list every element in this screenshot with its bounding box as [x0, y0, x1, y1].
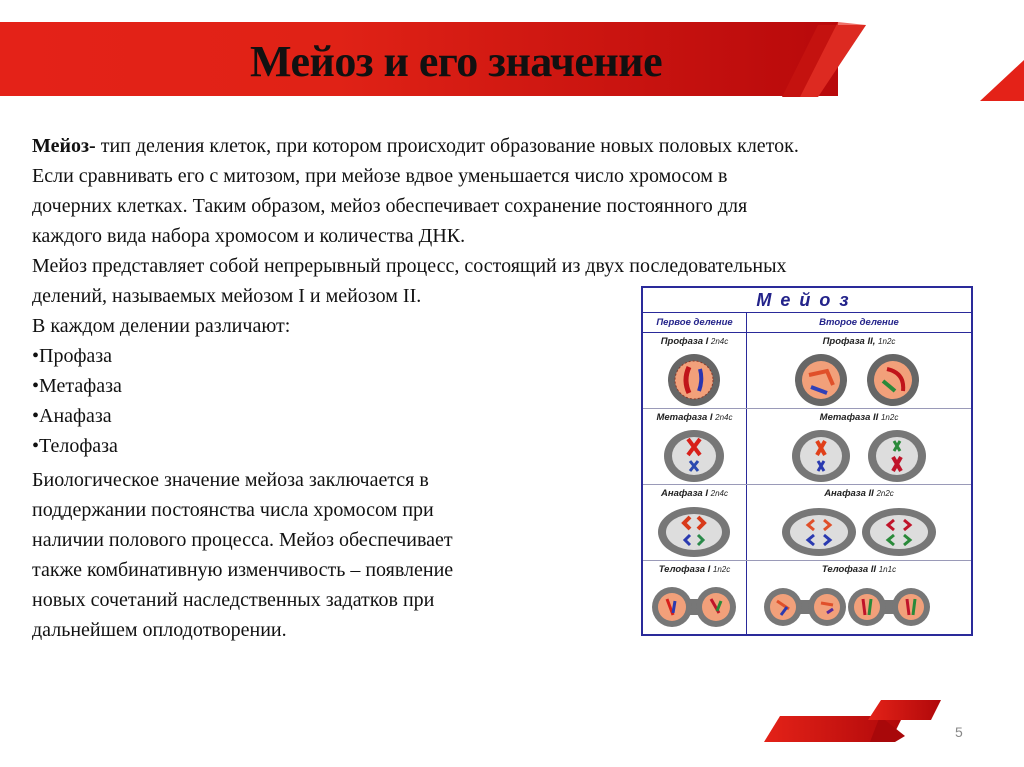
- diagram-header-row: [643, 313, 971, 333]
- significance-line: наличии полового процесса. Мейоз обеспечивает: [32, 529, 453, 551]
- definition-text: тип деления клеток, при котором происходит образование новых половых клеток.: [95, 135, 799, 157]
- significance-line: Биологическое значение мейоза заключается в: [32, 469, 429, 491]
- label-telophase-1: [643, 561, 746, 575]
- phase-formula: 2n4c: [710, 489, 728, 498]
- body-line-5: Мейоз представляет собой непрерывный процесс, состоящий из двух последовательных: [32, 255, 787, 277]
- cell-telophase-1: [643, 561, 747, 636]
- cell-anaphase-1: [643, 485, 747, 560]
- label-metaphase-1: [643, 409, 746, 423]
- phase-name: Телофаза II: [821, 564, 877, 575]
- cell-metaphase-1: [643, 409, 747, 484]
- metaphase-1-cell-illustration: [643, 427, 745, 483]
- footer-ribbon-decoration: [0, 700, 1024, 767]
- definition-line-1: [32, 133, 799, 160]
- label-telophase-2: [747, 561, 971, 575]
- telophase-2-cells-illustration: [747, 579, 971, 635]
- cell-prophase-2: [747, 333, 971, 408]
- diagram-row-metaphase: [643, 409, 971, 485]
- anaphase-1-cell-illustration: [643, 503, 745, 559]
- phase-item-prophase: •Профаза: [32, 345, 113, 367]
- phase-formula: 1n2c: [712, 565, 731, 574]
- phase-formula: 1n2c: [878, 337, 896, 346]
- slide-number: 5: [955, 724, 963, 740]
- phase-formula: 1n2c: [880, 413, 899, 422]
- cell-telophase-2: [747, 561, 971, 636]
- phase-name: Профаза I: [660, 336, 709, 347]
- diagram-title: Мейоз: [643, 288, 971, 313]
- significance-line: новых сочетаний наследственных задатков при: [32, 589, 435, 611]
- phase-item-telophase: •Телофаза: [32, 435, 118, 457]
- body-line-2: Если сравнивать его с митозом, при мейозе вдвое уменьшается число хромосом в: [32, 165, 728, 187]
- phase-name: Профаза II,: [822, 336, 876, 347]
- phase-name: Метафаза I: [656, 412, 713, 423]
- label-metaphase-2: [747, 409, 971, 423]
- phase-name: Анафаза I: [661, 488, 708, 499]
- page-title: Мейоз и его значение: [250, 37, 663, 86]
- phase-name: Метафаза II: [819, 412, 879, 423]
- significance-line: дальнейшем оплодотворении.: [32, 619, 287, 641]
- diagram-row-anaphase: [643, 485, 971, 561]
- phase-formula: 2n4c: [715, 413, 733, 422]
- phase-item-anaphase: •Анафаза: [32, 405, 112, 427]
- significance-paragraph: [32, 465, 453, 645]
- label-anaphase-1: [643, 485, 746, 499]
- cell-anaphase-2: [747, 485, 971, 560]
- anaphase-2-cells-illustration: [747, 503, 971, 559]
- metaphase-2-cells-illustration: [747, 427, 971, 483]
- telophase-1-cells-illustration: [643, 579, 745, 635]
- body-line-4: каждого вида набора хромосом и количества ДНК.: [32, 225, 466, 247]
- phase-formula: 2n4c: [710, 337, 729, 346]
- phase-formula: 1n1c: [878, 565, 897, 574]
- label-prophase-1: [643, 333, 746, 347]
- meiosis-diagram: [641, 286, 973, 636]
- cell-metaphase-2: [747, 409, 971, 484]
- label-prophase-2: [747, 333, 971, 347]
- body-line-3: дочерних клетках. Таким образом, мейоз обеспечивает сохранение постоянного для: [32, 195, 748, 217]
- phase-formula: 2n2c: [876, 489, 894, 498]
- header-first-division: Первое деление: [643, 313, 747, 332]
- significance-line: также комбинативную изменчивость – появление: [32, 559, 454, 581]
- label-anaphase-2: [747, 485, 971, 499]
- body-line-7: В каждом делении различают:: [32, 315, 291, 337]
- body-line-6: делений, называемых мейозом I и мейозом II.: [32, 285, 422, 307]
- significance-line: поддержании постоянства числа хромосом при: [32, 499, 434, 521]
- cell-prophase-1: [643, 333, 747, 408]
- diagram-row-prophase: [643, 333, 971, 409]
- term-meiosis: Мейоз-: [32, 135, 96, 157]
- phase-name: Телофаза I: [658, 564, 711, 575]
- diagram-row-telophase: [643, 561, 971, 636]
- prophase-2-cells-illustration: [747, 351, 971, 407]
- header-second-division: Второе деление: [819, 317, 899, 328]
- prophase-1-cell-illustration: [643, 351, 745, 407]
- phase-name: Анафаза II: [824, 488, 874, 499]
- phase-item-metaphase: •Метафаза: [32, 375, 122, 397]
